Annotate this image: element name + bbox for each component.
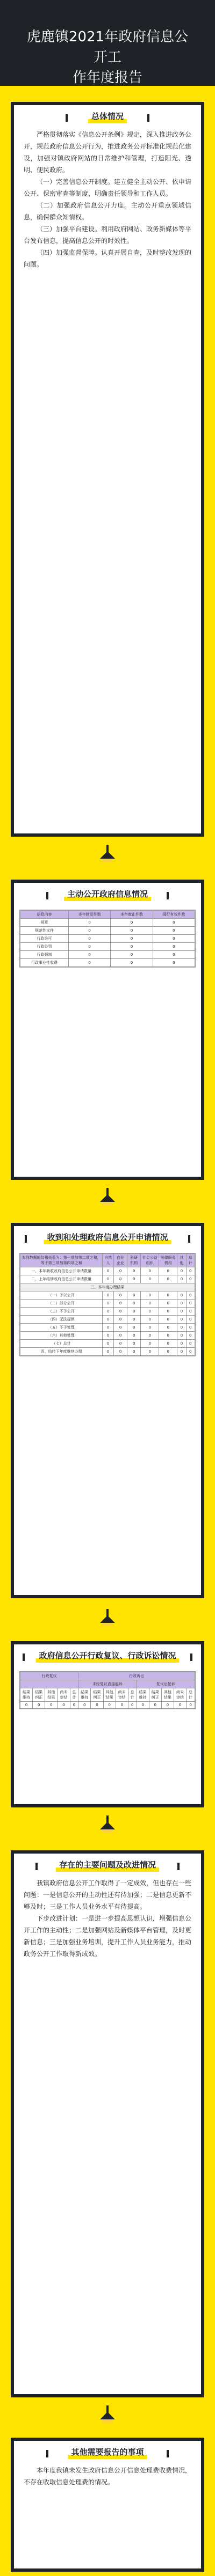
table-cell: 规范性文件 (20, 927, 69, 935)
table-cell: 0 (127, 1267, 141, 1275)
paragraph: （二）加强政府信息公开力度。主动公开重点领域信息，确保群众知情权。 (24, 202, 191, 221)
table-row (20, 1283, 195, 1291)
table-cell: 0 (69, 935, 111, 943)
table-cell: 0 (103, 1275, 114, 1283)
section-title: 存在的主要问题及改进情况 (52, 1859, 163, 1870)
table-cell: 0 (186, 1340, 195, 1348)
table-cell: 行政强制 (20, 951, 69, 959)
table-row (20, 1340, 195, 1348)
table-header-row (20, 911, 195, 919)
title-mark-right (167, 892, 169, 899)
section-title-bar (14, 883, 201, 906)
paragraph: （四）加强监督保障。认真开展自查，及时整改发现的问题。 (24, 249, 192, 268)
title-mark-right (190, 1654, 192, 1661)
table-header-cell: 科研机构 (127, 1254, 141, 1267)
table-header-cell: 商业企业 (114, 1254, 127, 1267)
table-cell: 0 (114, 1308, 127, 1316)
section-title: 政府信息公开行政复议、行政诉讼情况 (31, 1650, 183, 1661)
table-cell: 0 (103, 1332, 114, 1340)
table-header-cell: 本列数据的勾稽关系为：第一项加第二项之和，等于第三项加第四项之和 (20, 1254, 103, 1267)
table-cell: 0 (127, 1308, 141, 1316)
table-cell: 0 (114, 1267, 127, 1275)
table-cell: 三、本年度办理结果 (20, 1283, 195, 1291)
table-cell: （四）无法提供 (20, 1316, 103, 1324)
table-cell: 0 (33, 1702, 45, 1709)
applications-section (11, 1223, 204, 1598)
table-cell: 0 (69, 959, 111, 967)
table-header-cell: 结果维持 (78, 1688, 91, 1702)
table-cell: （三）不予公开 (20, 1308, 103, 1316)
table-header-cell: 尚未审结 (116, 1688, 128, 1702)
table-header-cell: 现行有效件数 (153, 911, 195, 919)
table-cell: 0 (186, 1291, 195, 1300)
table-cell: 0 (187, 1702, 195, 1709)
table-cell: 0 (103, 1324, 114, 1332)
table-cell: 0 (141, 1291, 159, 1300)
table-cell: 0 (111, 951, 153, 959)
table-row (20, 951, 195, 959)
table-cell: 0 (159, 1348, 177, 1356)
table-cell: 0 (141, 1308, 159, 1316)
table-row (20, 919, 195, 927)
table-cell: 0 (141, 1300, 159, 1308)
lamp-icon (97, 1815, 118, 1837)
table-cell: 0 (111, 943, 153, 951)
table-header-cell: 自然人 (103, 1254, 114, 1267)
paragraph: （一）完善信息公开制度。建立健全主动公开、依申请公开、保密审查等制度，明确责任领导和工作人员。 (24, 178, 192, 197)
table-header-cell: 本年废止件数 (111, 911, 153, 919)
table-row (20, 1267, 195, 1275)
title-mark-left (66, 114, 68, 122)
table-cell: 0 (78, 1702, 91, 1709)
table-header-cell: 社会公益组织 (141, 1254, 159, 1267)
table-header-cell: 本年制发件数 (69, 911, 111, 919)
table-cell: 0 (114, 1324, 127, 1332)
table-cell: （一）予以公开 (20, 1291, 103, 1300)
table-cell: 规章 (20, 919, 69, 927)
table-header-cell: 复议后起诉 (137, 1680, 195, 1688)
table-row (20, 1316, 195, 1324)
table-header-cell: 行政诉讼 (78, 1672, 195, 1680)
table-cell: 0 (20, 1702, 33, 1709)
table-cell: 0 (127, 1348, 141, 1356)
table-cell: 0 (116, 1702, 128, 1709)
table-cell: 0 (114, 1332, 127, 1340)
table-cell: 行政处罚 (20, 943, 69, 951)
table-header-cell: 信息内容 (20, 911, 69, 919)
table-row (20, 1300, 195, 1308)
table-cell: 0 (70, 1702, 78, 1709)
table-cell: 0 (161, 1702, 174, 1709)
lamp-icon (97, 1188, 118, 1209)
table-header-cell: 其他结果 (45, 1688, 58, 1702)
table-cell: 二、上年结转政府信息公开申请数量 (20, 1275, 103, 1283)
table-cell: 0 (141, 1275, 159, 1283)
table-cell: 0 (153, 951, 195, 959)
applications-table (19, 1253, 196, 1356)
table-header-row (20, 1680, 195, 1688)
table-cell: 0 (128, 1702, 137, 1709)
table-cell: 0 (186, 1267, 195, 1275)
table-header-cell: 未经复议直接起诉 (78, 1680, 137, 1688)
table-cell: 0 (127, 1340, 141, 1348)
table-cell: 0 (114, 1291, 127, 1300)
table-cell: 0 (103, 1308, 114, 1316)
overview-section (11, 102, 204, 837)
table-cell: 0 (177, 1291, 186, 1300)
review-table (19, 1671, 196, 1709)
problems-section (11, 1850, 204, 2397)
table-header-cell: 结果纠正 (149, 1688, 161, 1702)
table-header-cell: 尚未审结 (58, 1688, 70, 1702)
table-row (20, 1702, 195, 1709)
table-cell: 0 (141, 1348, 159, 1356)
section-title-bar (14, 1644, 201, 1668)
table-cell: 0 (186, 1300, 195, 1308)
table-cell: （五）不予处理 (20, 1324, 103, 1332)
table-cell: 0 (186, 1316, 195, 1324)
table-cell: 0 (159, 1340, 177, 1348)
section-title: 其他需要报告的事项 (63, 2446, 151, 2457)
table-cell: 0 (177, 1316, 186, 1324)
table-cell: 0 (159, 1300, 177, 1308)
table-cell: 0 (127, 1275, 141, 1283)
table-row (20, 1332, 195, 1340)
section-title-bar (14, 105, 201, 129)
table-cell: 0 (186, 1332, 195, 1340)
table-cell: 0 (159, 1308, 177, 1316)
table-cell: 0 (114, 1316, 127, 1324)
title-mark-left (23, 1654, 25, 1661)
table-cell: 0 (111, 935, 153, 943)
table-header-cell: 尚未审结 (174, 1688, 186, 1702)
table-cell: 0 (149, 1702, 161, 1709)
table-header-cell: 总计 (70, 1688, 78, 1702)
table-cell: 0 (177, 1300, 186, 1308)
table-cell: 0 (159, 1267, 177, 1275)
table-cell: 0 (127, 1332, 141, 1340)
section-title-bar (14, 1854, 201, 1877)
table-header-cell: 其他结果 (103, 1688, 116, 1702)
table-cell: （六）其他处理 (20, 1332, 103, 1340)
paragraph: 下步改进计划：一是进一步提高思想认识，增强信息公开工作的主动性；二是加强网站及新媒体平台管理，及时更新信息；三是加强业务培训，提升工作人员业务能力，推动政务公开工作取得新成效。 (24, 1915, 192, 1958)
table-cell: 0 (103, 1702, 116, 1709)
table-cell: 0 (141, 1316, 159, 1324)
table-cell: 0 (114, 1348, 127, 1356)
table-cell: 0 (58, 1702, 70, 1709)
table-row (20, 927, 195, 935)
table-header-row (20, 1672, 195, 1680)
title-mark-right (177, 1863, 180, 1870)
table-row (20, 1308, 195, 1316)
table-cell: 0 (159, 1275, 177, 1283)
table-cell: 一、本年新收政府信息公开申请数量 (20, 1267, 103, 1275)
table-cell: 0 (153, 943, 195, 951)
table-header-cell: 总计 (128, 1688, 137, 1702)
table-cell: 0 (186, 1348, 195, 1356)
table-header-cell: 结果纠正 (91, 1688, 103, 1702)
table-cell: 行政许可 (20, 935, 69, 943)
table-cell: 0 (69, 927, 111, 935)
lamp-icon (97, 1609, 118, 1630)
table-cell: 0 (103, 1340, 114, 1348)
table-cell: 0 (127, 1300, 141, 1308)
lamp-icon (97, 845, 118, 866)
table-cell: 0 (177, 1348, 186, 1356)
table-cell: 0 (141, 1340, 159, 1348)
table-cell: 0 (177, 1275, 186, 1283)
section-title: 总体情况 (84, 110, 131, 122)
table-cell: 0 (45, 1702, 58, 1709)
report-title-line2: 作年度报告 (72, 70, 142, 86)
table-cell: 0 (127, 1324, 141, 1332)
table-header-row (20, 1254, 195, 1267)
table-cell: 0 (127, 1291, 141, 1300)
table-header-cell: 其他结果 (161, 1688, 174, 1702)
table-header-cell: 其他 (177, 1254, 186, 1267)
table-row (20, 1324, 195, 1332)
table-cell: 0 (177, 1308, 186, 1316)
lamp-icon (97, 2405, 118, 2427)
report-header (0, 0, 215, 86)
table-cell: 0 (127, 1316, 141, 1324)
table-header-cell: 结果维持 (20, 1688, 33, 1702)
table-cell: 0 (177, 1267, 186, 1275)
table-cell: 0 (174, 1702, 186, 1709)
table-cell: 0 (159, 1291, 177, 1300)
table-cell: 0 (69, 951, 111, 959)
table-header-cell (20, 1680, 78, 1688)
table-cell: （七）总计 (20, 1340, 103, 1348)
table-cell: 0 (114, 1300, 127, 1308)
table-header-cell: 行政复议 (20, 1672, 78, 1680)
section-title-bar (14, 1226, 201, 1250)
table-cell: 0 (137, 1702, 149, 1709)
table-header-cell: 法律服务机构 (159, 1254, 177, 1267)
title-mark-right (188, 1235, 190, 1243)
table-row (20, 943, 195, 951)
paragraph: 本年度我镇未发生政府信息公开信息处理费收费情况，不存在收取信息处理费的情况。 (24, 2467, 192, 2486)
review-section (11, 1641, 204, 1807)
active-disclosure-table (19, 910, 196, 968)
table-row (20, 935, 195, 943)
table-header-cell: 总计 (186, 1254, 195, 1267)
table-cell: 0 (153, 935, 195, 943)
table-cell: 0 (177, 1324, 186, 1332)
title-mark-left (25, 1235, 27, 1243)
table-cell: 0 (186, 1308, 195, 1316)
paragraph: 我镇政府信息公开工作取得了一定成效，但也存在一些问题：一是信息公开的主动性还有待加强；二是信息更新不够及时；三是工作人员业务水平有待提高。 (24, 1879, 192, 1910)
table-row (20, 1275, 195, 1283)
section-title-bar (14, 2441, 201, 2464)
table-row (20, 959, 195, 967)
active-disclosure-section (11, 880, 204, 1180)
table-cell: 0 (69, 943, 111, 951)
table-cell: 0 (186, 1275, 195, 1283)
table-cell: 0 (69, 919, 111, 927)
table-cell: 0 (153, 927, 195, 935)
section-title: 主动公开政府信息情况 (60, 888, 155, 899)
table-cell: 0 (91, 1702, 103, 1709)
table-cell: 0 (111, 927, 153, 935)
table-cell: 0 (177, 1332, 186, 1340)
table-cell: 行政事业性收费 (20, 959, 69, 967)
other-matters-section (11, 2438, 204, 2572)
table-cell: 0 (103, 1348, 114, 1356)
table-cell: 0 (186, 1324, 195, 1332)
table-row (20, 1348, 195, 1356)
report-title (22, 27, 194, 88)
table-cell: 0 (141, 1332, 159, 1340)
table-cell: 0 (114, 1340, 127, 1348)
table-cell: 0 (159, 1324, 177, 1332)
table-cell: 0 (103, 1316, 114, 1324)
table-cell: 0 (177, 1340, 186, 1348)
report-title-line1: 虎鹿镇2021年政府信息公开工 (26, 29, 189, 65)
table-cell: 0 (141, 1324, 159, 1332)
title-mark-left (46, 2450, 48, 2457)
table-header-cell: 结果维持 (137, 1688, 149, 1702)
table-header-cell: 结果纠正 (33, 1688, 45, 1702)
table-cell: （二）部分公开 (20, 1300, 103, 1308)
table-cell: 0 (141, 1267, 159, 1275)
title-mark-right (147, 114, 149, 122)
paragraph: （三）加强平台建设。利用政府网站、政务新媒体等平台发布信息，提高信息公开的时效性。 (24, 225, 192, 245)
table-header-row (20, 1688, 195, 1702)
table-row (20, 1291, 195, 1300)
title-mark-left (46, 892, 48, 899)
table-cell: 0 (103, 1267, 114, 1275)
paragraph: 严格贯彻落实《信息公开条例》规定，深入推进政务公开，规范政府信息公开行为，推进政务公开标准化规范化建设，加强对镇政府网站的日常维护和管理，打造阳光、透明、便民政府。 (24, 131, 192, 174)
section-title: 收到和处理政府信息公开申请情况 (39, 1231, 175, 1243)
title-mark-right (167, 2450, 169, 2457)
table-cell: 0 (111, 959, 153, 967)
table-header-cell: 总计 (187, 1688, 195, 1702)
table-cell: 0 (103, 1291, 114, 1300)
title-mark-left (35, 1863, 38, 1870)
table-cell: 0 (159, 1316, 177, 1324)
table-cell: 0 (153, 959, 195, 967)
table-cell: 四、结转下年度继续办理 (20, 1348, 103, 1356)
table-cell: 0 (111, 919, 153, 927)
table-cell: 0 (153, 919, 195, 927)
table-cell: 0 (103, 1300, 114, 1308)
table-cell: 0 (159, 1332, 177, 1340)
table-cell: 0 (114, 1275, 127, 1283)
